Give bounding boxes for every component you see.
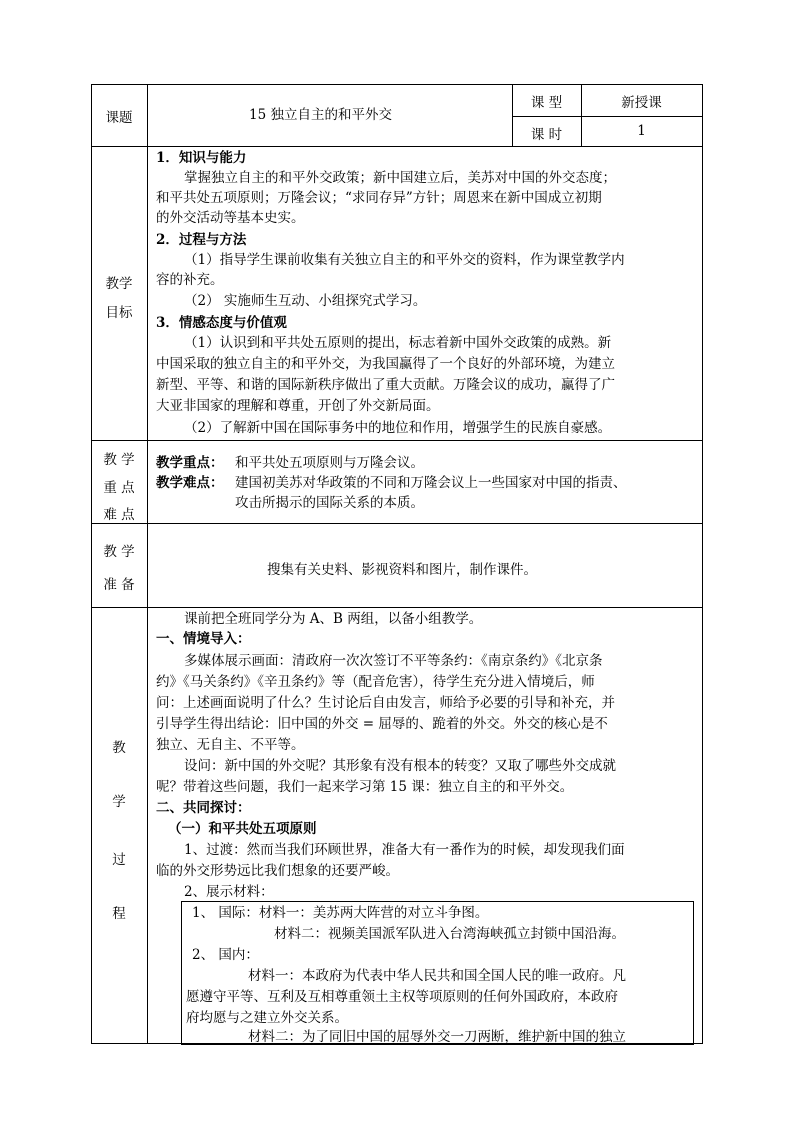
goal-line: 中国采取的独立自主的和平外交，为我国赢得了一个良好的外部环境，为建立 bbox=[156, 356, 615, 372]
goal-heading-process: 2．过程与方法 bbox=[156, 232, 247, 248]
materials-box bbox=[181, 901, 694, 1045]
lesson-title: 15 独立自主的和平外交 bbox=[249, 107, 392, 123]
section-heading-discussion: 二、共同探讨： bbox=[156, 800, 251, 816]
focus-label-3: 难 点 bbox=[103, 507, 135, 523]
goal-line: （2）了解新中国在国际事务中的地位和作用，增强学生的民族自豪感。 bbox=[184, 420, 612, 436]
prep-text: 搜集有关史料、影视资料和图片，制作课件。 bbox=[267, 562, 537, 578]
prep-label-2: 准 备 bbox=[103, 577, 135, 593]
goal-line: 的外交活动等基本史实。 bbox=[156, 210, 305, 226]
goal-line: 和平共处五项原则；万隆会议；“求同存异”方针；周恩来在新中国成立初期 bbox=[156, 190, 602, 206]
row-divider-goals bbox=[91, 440, 703, 441]
material-line: 材料二：为了同旧中国的屈辱外交一刀两断，维护新中国的独立 bbox=[248, 1029, 626, 1045]
focus-label-1: 教 学 bbox=[103, 452, 135, 468]
process-label-1: 教 bbox=[112, 740, 126, 756]
table-border-right bbox=[702, 84, 703, 1044]
process-line: 独立、无自主、不平等。 bbox=[156, 737, 305, 753]
label-column-divider bbox=[147, 84, 148, 1044]
key-point-text: 和平共处五项原则与万隆会议。 bbox=[235, 455, 424, 471]
process-line: 设问：新中国的外交呢？其形象有没有根本的转变？又取了哪些外交成就 bbox=[184, 758, 616, 774]
row-divider-prep bbox=[91, 607, 703, 608]
hours-label: 课 时 bbox=[530, 127, 563, 143]
type-value: 新授课 bbox=[621, 95, 662, 111]
goal-line: 大亚非国家的理解和尊重，开创了外交新局面。 bbox=[156, 398, 440, 414]
material-line: 1、 国际：材料一：美苏两大阵营的对立斗争图。 bbox=[192, 905, 489, 921]
row-divider-type bbox=[512, 116, 703, 117]
difficulty-text: 攻击所揭示的国际关系的本质。 bbox=[235, 495, 424, 511]
process-line: 问：上述画面说明了什么？生讨论后自由发言，师给予必要的引导和补充，并 bbox=[156, 695, 615, 711]
process-line: 约》《马关条约》《辛丑条约》等（配音危害），待学生充分进入情境后，师 bbox=[156, 674, 595, 690]
process-line: 临的外交形势远比我们想象的还要严峻。 bbox=[156, 863, 399, 879]
process-label-4: 程 bbox=[112, 906, 126, 922]
material-line: 材料二：视频美国派军队进入台湾海峡孤立封锁中国沿海。 bbox=[274, 926, 625, 942]
process-intro: 课前把全班同学分为 A、B 两组，以备小组教学。 bbox=[184, 611, 483, 627]
table-border-top bbox=[91, 84, 703, 85]
topic-label: 课题 bbox=[105, 110, 133, 126]
row-divider-focus bbox=[91, 523, 703, 524]
process-line: 呢？带着这些问题，我们一起来学习第 15 课：独立自主的和平外交。 bbox=[156, 779, 574, 795]
process-label-3: 过 bbox=[112, 852, 126, 868]
goal-line: （1）指导学生课前收集有关独立自主的和平外交的资料，作为课堂教学内 bbox=[184, 252, 625, 268]
material-line: 愿遵守平等、互利及互相尊重领土主权等项原则的任何外国政府，本政府 bbox=[186, 989, 618, 1005]
subsection-heading: （一）和平共处五项原则 bbox=[168, 821, 317, 837]
material-line: 材料一：本政府为代表中华人民共和国全国人民的唯一政府。凡 bbox=[248, 968, 626, 984]
goals-label-2: 目标 bbox=[105, 305, 133, 321]
process-line: 1、过渡：然而当我们环顾世界，准备大有一番作为的时候，却发现我们面 bbox=[184, 842, 625, 858]
goals-label-1: 教学 bbox=[105, 276, 133, 292]
goal-line: （1）认识到和平共处五原则的提出，标志着新中国外交政策的成熟。新 bbox=[184, 335, 612, 351]
goal-line: 容的补充。 bbox=[156, 272, 224, 288]
difficulty-label: 教学难点： bbox=[156, 475, 224, 491]
section-heading-intro: 一、情境导入： bbox=[156, 631, 251, 647]
lesson-plan-table bbox=[91, 84, 703, 1044]
material-line: 府均愿与之建立外交关系。 bbox=[186, 1010, 348, 1026]
key-point-label: 教学重点： bbox=[156, 455, 224, 471]
process-line: 2、展示材料： bbox=[184, 884, 274, 900]
table-border-left bbox=[91, 84, 92, 1044]
goal-heading-values: 3．情感态度与价值观 bbox=[156, 315, 287, 331]
type-label: 课 型 bbox=[530, 95, 563, 111]
prep-label-1: 教 学 bbox=[103, 544, 135, 560]
process-label-2: 学 bbox=[112, 794, 126, 810]
difficulty-text: 建国初美苏对华政策的不同和万隆会议上一些国家对中国的指责、 bbox=[235, 475, 627, 491]
process-line: 多媒体展示画面：清政府一次次签订不平等条约：《南京条约》《北京条 bbox=[184, 653, 603, 669]
goal-line: （2） 实施师生互动、小组探究式学习。 bbox=[184, 293, 427, 309]
goal-heading-knowledge: 1．知识与能力 bbox=[156, 150, 247, 166]
process-line: 引导学生得出结论：旧中国的外交 = 屈辱的、跪着的外交。外交的核心是不 bbox=[156, 716, 608, 732]
hours-value: 1 bbox=[637, 123, 646, 139]
focus-label-2: 重 点 bbox=[103, 480, 135, 496]
row-divider-header bbox=[91, 146, 703, 147]
goal-line: 新型、平等、和谐的国际新秩序做出了重大贡献。万隆会议的成功，赢得了广 bbox=[156, 377, 615, 393]
material-line: 2、 国内： bbox=[192, 947, 259, 963]
goal-line: 掌握独立自主的和平外交政策；新中国建立后，美苏对中国的外交态度； bbox=[184, 170, 616, 186]
